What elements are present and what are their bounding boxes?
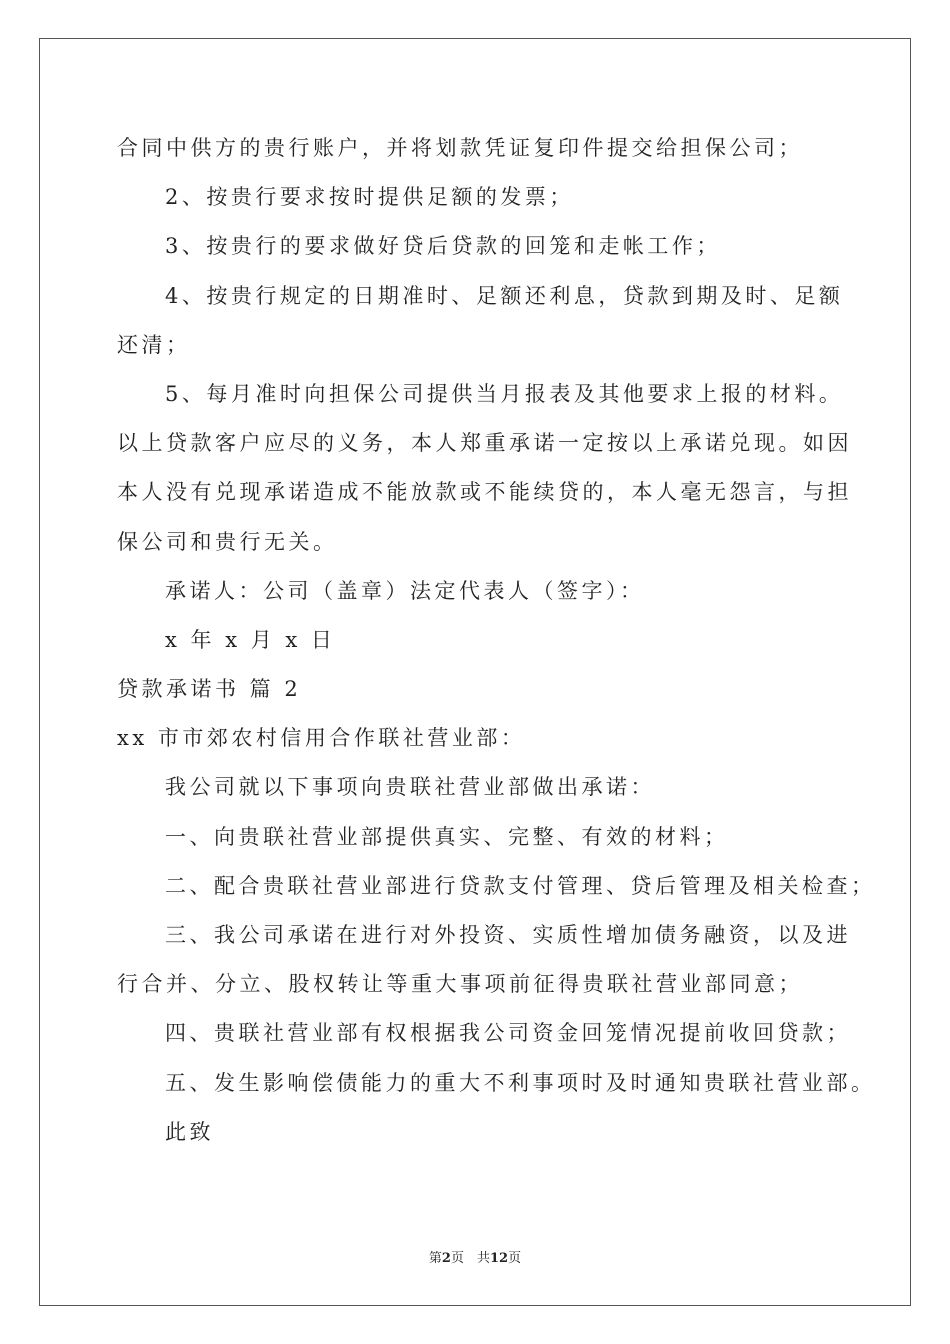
footer-total-pages: 12 [489,1251,509,1266]
document-body [117,124,876,1157]
text-line: 合同中供方的贵行账户，并将划款凭证复印件提交给担保公司； [117,136,803,160]
text-line: 本人没有兑现承诺造成不能放款或不能续贷的，本人毫无怨言，与担 [117,480,852,505]
text-line: xx 市市郊农村信用合作联社营业部： [117,726,526,751]
footer-current-page: 2 [441,1251,451,1266]
footer-suffix: 页 [508,1251,522,1266]
text-line: 五、发生影响偿债能力的重大不利事项时及时通知贵联社营业部。 [165,1070,876,1095]
text-line: 四、贵联社营业部有权根据我公司资金回笼情况提前收回贷款； [165,1021,851,1046]
footer-prefix: 第 [428,1251,442,1266]
text-line: 2、按贵行要求按时提供足额的发票； [165,185,574,210]
text-line: 行合并、分立、股权转让等重大事项前征得贵联社营业部同意； [117,972,803,997]
text-line: 此致 [165,1119,214,1144]
text-line: 3、按贵行的要求做好贷后贷款的回笼和走帐工作； [165,234,721,259]
text-line: 保公司和贵行无关。 [117,529,338,554]
page-footer [0,1247,950,1266]
text-line: 三、我公司承诺在进行对外投资、实质性增加债务融资，以及进 [165,923,851,947]
text-line: 一、向贵联社营业部提供真实、完整、有效的材料； [165,824,729,849]
text-line: 承诺人：公司（盖章）法定代表人（签字）： [165,578,645,603]
text-line: 我公司就以下事项向贵联社营业部做出承诺： [165,775,655,800]
footer-middle: 页 共 [450,1251,490,1266]
text-line: 还清； [117,332,191,357]
text-line: 二、配合贵联社营业部进行贷款支付管理、贷后管理及相关检查； [165,873,876,898]
text-line: x 年 x 月 x 日 [165,627,336,652]
text-line: 4、按贵行规定的日期准时、足额还利息，贷款到期及时、足额 [165,283,844,308]
text-line: 贷款承诺书 篇 2 [117,677,302,702]
text-line: 以上贷款客户应尽的义务，本人郑重承诺一定按以上承诺兑现。如因 [117,431,852,456]
text-line: 5、每月准时向担保公司提供当月报表及其他要求上报的材料。 [165,381,844,406]
